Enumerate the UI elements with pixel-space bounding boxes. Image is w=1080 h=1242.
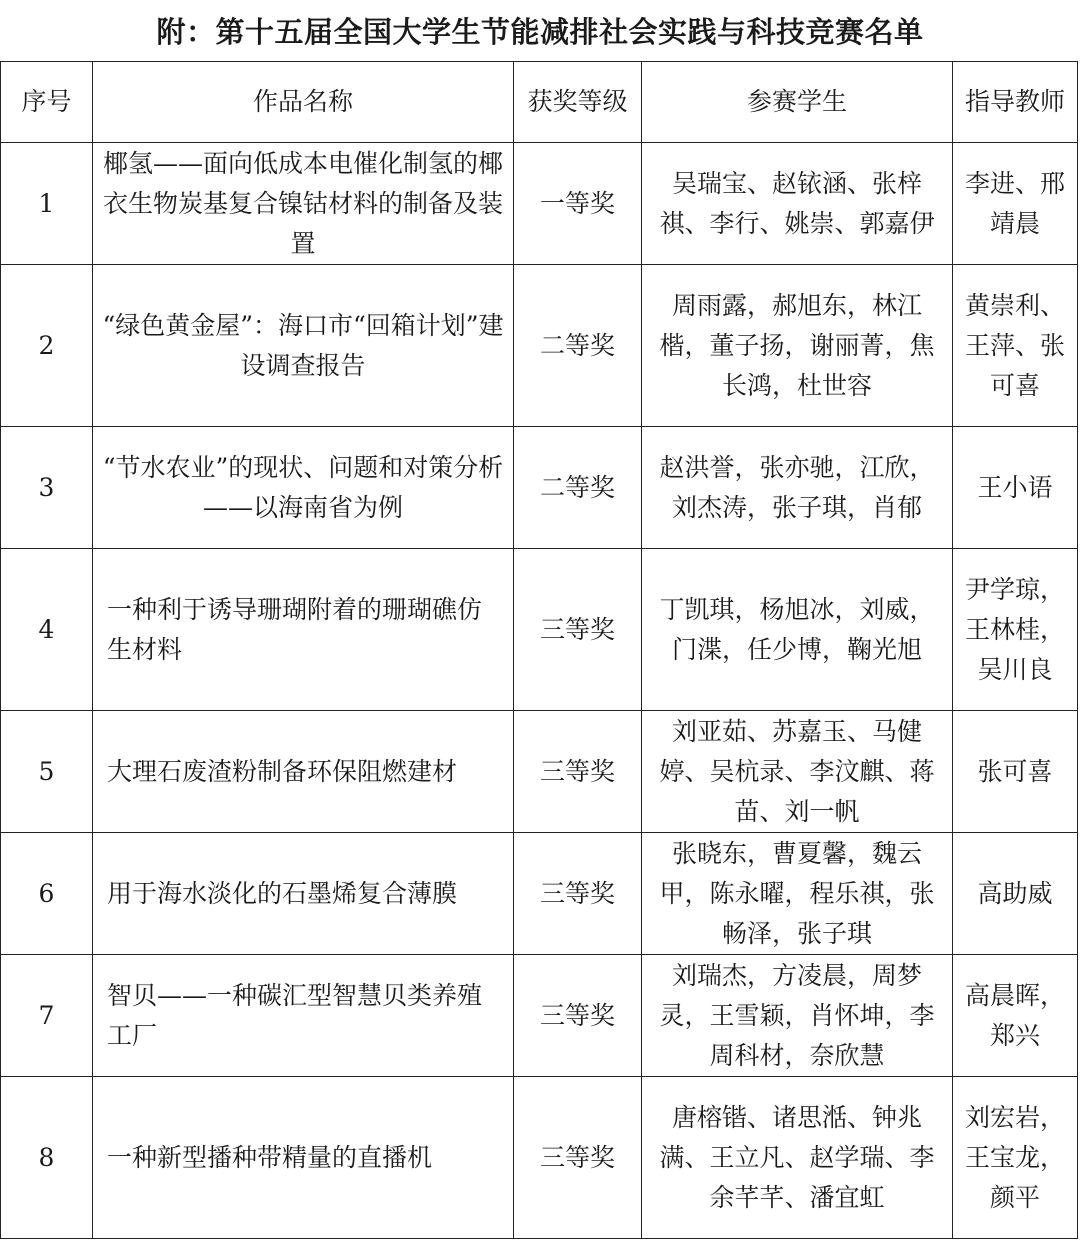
- cell-award: 一等奖: [514, 143, 642, 265]
- cell-work: 大理石废渣粉制备环保阻燃建材: [93, 711, 514, 833]
- cell-work: 一种利于诱导珊瑚附着的珊瑚礁仿生材料: [93, 549, 514, 711]
- cell-advisor: 黄崇利、王萍、张可喜: [953, 265, 1078, 427]
- cell-award: 二等奖: [514, 265, 642, 427]
- cell-students: 张晓东，曹夏馨，魏云甲，陈永曜，程乐祺，张畅泽，张子琪: [642, 833, 953, 955]
- page-title: 附：第十五届全国大学生节能减排社会实践与科技竞赛名单: [156, 15, 924, 49]
- cell-work: “节水农业”的现状、问题和对策分析——以海南省为例: [93, 427, 514, 549]
- cell-advisor: 李进、邢靖晨: [953, 143, 1078, 265]
- award-list-table: [0, 61, 1078, 1239]
- cell-work: 智贝——一种碳汇型智慧贝类养殖工厂: [93, 955, 514, 1077]
- cell-index: 8: [1, 1077, 93, 1239]
- cell-award: 三等奖: [514, 549, 642, 711]
- cell-students: 刘亚茹、苏嘉玉、马健婷、吴杭录、李汶麒、蒋苗、刘一帆: [642, 711, 953, 833]
- table-row: [1, 711, 1078, 833]
- cell-advisor: 尹学琼，王林桂，吴川良: [953, 549, 1078, 711]
- header-students: 参赛学生: [642, 62, 953, 143]
- cell-index: 5: [1, 711, 93, 833]
- cell-students: 唐榕锴、诸思湉、钟兆满、王立凡、赵学瑞、李余芊芊、潘宜虹: [642, 1077, 953, 1239]
- cell-index: 3: [1, 427, 93, 549]
- table-row: [1, 955, 1078, 1077]
- table-row: [1, 549, 1078, 711]
- cell-award: 三等奖: [514, 955, 642, 1077]
- table-row: [1, 143, 1078, 265]
- cell-advisor: 王小语: [953, 427, 1078, 549]
- cell-students: 赵洪誉，张亦驰，江欣，刘杰涛，张子琪，肖郁: [642, 427, 953, 549]
- cell-work: “绿色黄金屋”：海口市“回箱计划”建设调查报告: [93, 265, 514, 427]
- cell-work: 一种新型播种带精量的直播机: [93, 1077, 514, 1239]
- table-row: [1, 833, 1078, 955]
- table-row: [1, 1077, 1078, 1239]
- cell-award: 三等奖: [514, 1077, 642, 1239]
- cell-index: 7: [1, 955, 93, 1077]
- cell-students: 周雨露，郝旭东，林江楷，董子扬，谢丽菁，焦长鸿，杜世容: [642, 265, 953, 427]
- header-advisor: 指导教师: [953, 62, 1078, 143]
- table-header-row: [1, 62, 1078, 143]
- cell-students: 刘瑞杰，方凌晨，周梦灵，王雪颖，肖怀坤，李周科材，奈欣慧: [642, 955, 953, 1077]
- cell-index: 4: [1, 549, 93, 711]
- cell-index: 6: [1, 833, 93, 955]
- cell-students: 丁凯琪，杨旭冰，刘威，门渫，任少博，鞠光旭: [642, 549, 953, 711]
- cell-work: 用于海水淡化的石墨烯复合薄膜: [93, 833, 514, 955]
- cell-advisor: 张可喜: [953, 711, 1078, 833]
- cell-advisor: 刘宏岩，王宝龙，颜平: [953, 1077, 1078, 1239]
- cell-students: 吴瑞宝、赵铱涵、张梓祺、李行、姚崇、郭嘉伊: [642, 143, 953, 265]
- table-row: [1, 427, 1078, 549]
- cell-award: 二等奖: [514, 427, 642, 549]
- header-index: 序号: [1, 62, 93, 143]
- cell-award: 三等奖: [514, 711, 642, 833]
- header-work: 作品名称: [93, 62, 514, 143]
- header-award: 获奖等级: [514, 62, 642, 143]
- cell-work: 椰氢——面向低成本电催化制氢的椰衣生物炭基复合镍钴材料的制备及装置: [93, 143, 514, 265]
- cell-index: 2: [1, 265, 93, 427]
- cell-award: 三等奖: [514, 833, 642, 955]
- cell-advisor: 高晨晖，郑兴: [953, 955, 1078, 1077]
- cell-advisor: 高助威: [953, 833, 1078, 955]
- table-row: [1, 265, 1078, 427]
- cell-index: 1: [1, 143, 93, 265]
